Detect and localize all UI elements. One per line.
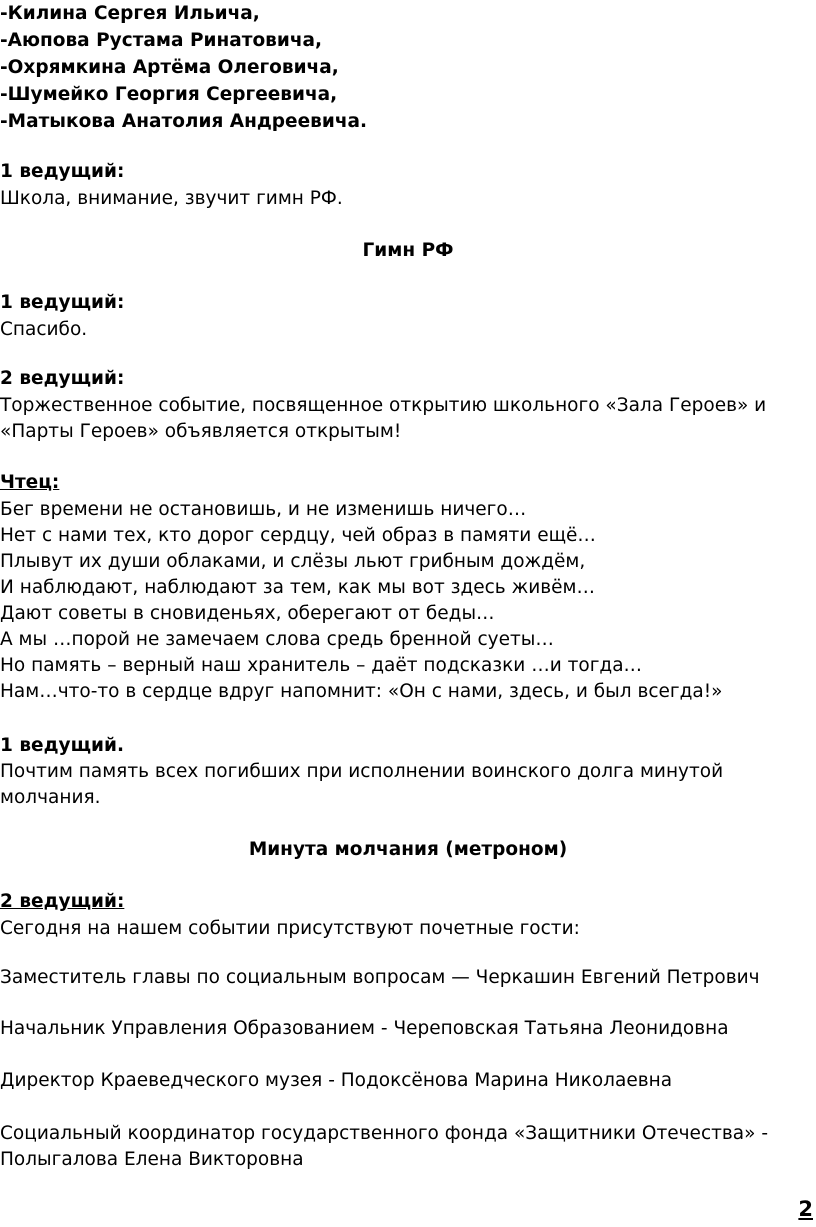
page-number: 2 [798,1197,813,1221]
poem-line: Плывут их души облаками, и слёзы льют грибным дождём, [0,551,586,572]
poem-line: И наблюдают, наблюдают за тем, как мы вот здесь живём… [0,577,596,598]
poem-line: Нам…что-то в сердце вдруг напомнит: «Он с нами, здесь, и был всегда!» [0,681,723,702]
poem-line: Но память – верный наш хранитель – даёт подсказки …и тогда… [0,655,643,676]
guest-line: Начальник Управления Образованием - Череповская Татьяна Леонидовна [0,1018,729,1039]
participant-line: -Шумейко Георгия Сергеевича, [0,84,338,105]
section-heading: Гимн РФ [362,240,454,261]
participant-line: -Аюпова Рустама Ринатовича, [0,30,323,51]
speaker-label: 2 ведущий: [0,891,125,912]
section-heading: Минута молчания (метроном) [248,839,568,860]
speech-text: Спасибо. [0,319,88,340]
participant-line: -Матыкова Анатолия Андреевича. [0,111,368,132]
poem-line: А мы …порой не замечаем слова средь бренной суеты… [0,629,554,650]
poem-line: Нет с нами тех, кто дорог сердцу, чей образ в памяти ещё… [0,525,596,546]
speaker-label: 1 ведущий. [0,735,124,756]
speech-text: молчания. [0,787,101,808]
speech-text: Школа, внимание, звучит гимн РФ. [0,188,343,209]
guest-line: Заместитель главы по социальным вопросам — Черкашин Евгений Петрович [0,967,760,988]
participant-line: -Килина Сергея Ильича, [0,3,260,24]
speech-text: «Парты Героев» объявляется открытым! [0,421,402,442]
participant-line: -Охрямкина Артёма Олеговича, [0,57,339,78]
poem-line: Дают советы в сновиденьях, оберегают от беды… [0,603,495,624]
speaker-label: Чтец: [0,472,60,493]
speaker-label: 1 ведущий: [0,292,125,313]
speech-text: Сегодня на нашем событии присутствуют почетные гости: [0,918,580,939]
speaker-label: 2 ведущий: [0,368,125,389]
poem-line: Бег времени не остановишь, и не изменишь ничего… [0,499,527,520]
guest-line: Директор Краеведческого музея - Подоксёнова Марина Николаевна [0,1070,673,1091]
speaker-label: 1 ведущий: [0,161,125,182]
guest-line: Полыгалова Елена Викторовна [0,1149,304,1170]
speech-text: Почтим память всех погибших при исполнении воинского долга минутой [0,761,724,782]
guest-line: Социальный координатор государственного фонда «Защитники Отечества» - [0,1123,769,1144]
speech-text: Торжественное событие, посвященное открытию школьного «Зала Героев» и [0,395,767,416]
